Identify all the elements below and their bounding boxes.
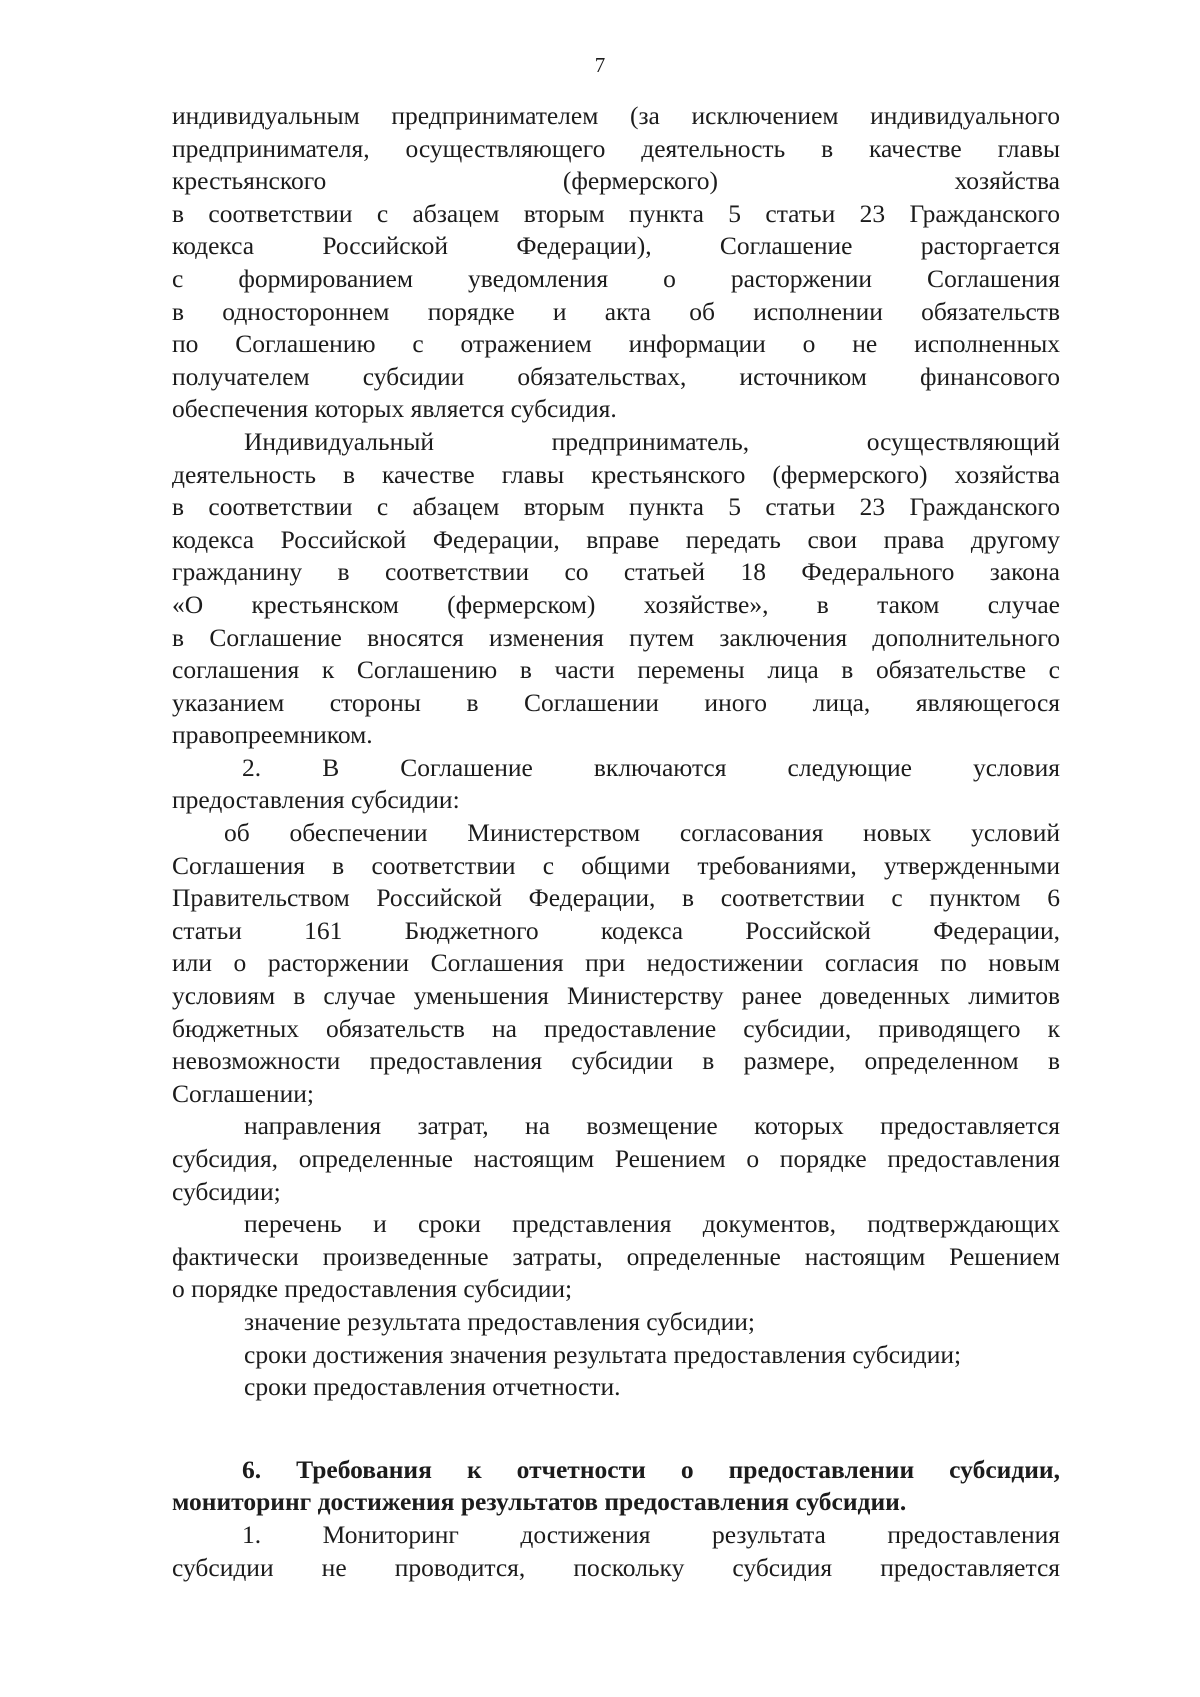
text-line: или о расторжении Соглашения при недостижении согласия по новым — [172, 948, 1060, 978]
paragraph-10 — [172, 1519, 1060, 1584]
text-line: Индивидуальный предприниматель, осуществляющий — [244, 426, 1060, 456]
text-line: соглашения к Соглашению в части перемены лица в обязательстве с — [172, 655, 1060, 685]
text-line: бюджетных обязательств на предоставление субсидии, приводящего к — [172, 1013, 1060, 1043]
paragraph-8 — [172, 1339, 1060, 1372]
paragraph-7 — [172, 1306, 1060, 1339]
paragraph-5 — [172, 1110, 1060, 1208]
text-line: субсидии; — [172, 1176, 281, 1206]
text-line: Правительством Российской Федерации, в соответствии с пунктом 6 — [172, 883, 1060, 913]
text-line: Соглашении; — [172, 1078, 314, 1108]
paragraph-6 — [172, 1208, 1060, 1306]
text-line: в Соглашение вносятся изменения путем заключения дополнительного — [172, 622, 1060, 652]
text-line: в одностороннем порядке и акта об исполнении обязательств — [172, 296, 1060, 326]
section-heading — [172, 1454, 1060, 1519]
text-line: по Соглашению с отражением информации о не исполненных — [172, 329, 1060, 359]
text-line: предоставления субсидии: — [172, 785, 460, 815]
text-line: крестьянского (фермерского) хозяйства — [172, 166, 1060, 196]
text-line: перечень и сроки представления документов, подтверждающих — [244, 1209, 1060, 1239]
paragraph-1 — [172, 100, 1060, 426]
text-line: субсидии не проводится, поскольку субсидия предоставляется — [172, 1552, 1060, 1582]
text-line: гражданину в соответствии со статьей 18 Федерального закона — [172, 557, 1060, 587]
heading-line: мониторинг достижения результатов предоставления субсидии. — [172, 1487, 907, 1517]
text-line: указанием стороны в Соглашении иного лица, являющегося — [172, 687, 1060, 717]
text-line: сроки достижения значения результата предоставления субсидии; — [244, 1339, 962, 1369]
paragraph-2 — [172, 426, 1060, 752]
text-line: сроки предоставления отчетности. — [244, 1372, 621, 1402]
text-line: 1. Мониторинг достижения результата предоставления — [242, 1519, 1060, 1549]
text-line: кодекса Российской Федерации), Соглашение расторгается — [172, 231, 1060, 261]
text-line: об обеспечении Министерством согласования новых условий — [224, 818, 1060, 848]
text-line: правопреемником. — [172, 720, 373, 750]
heading-line: 6. Требования к отчетности о предоставлении субсидии, — [242, 1454, 1060, 1484]
text-line: 2. В Соглашение включаются следующие условия — [242, 752, 1060, 782]
page-number: 7 — [594, 53, 606, 77]
text-line: обеспечения которых является субсидия. — [172, 394, 617, 424]
text-line: в соответствии с абзацем вторым пункта 5 статьи 23 Гражданского — [172, 492, 1060, 522]
text-line: условиям в случае уменьшения Министерству ранее доведенных лимитов — [172, 981, 1060, 1011]
text-line: статьи 161 Бюджетного кодекса Российской Федерации, — [172, 915, 1060, 945]
text-line: кодекса Российской Федерации, вправе передать свои права другому — [172, 524, 1060, 554]
paragraph-4 — [172, 817, 1060, 1110]
section-gap — [172, 1404, 1060, 1454]
text-line: получателем субсидии обязательствах, источником финансового — [172, 361, 1060, 391]
text-line: с формированием уведомления о расторжении Соглашения — [172, 263, 1060, 293]
text-line: фактически произведенные затраты, определенные настоящим Решением — [172, 1241, 1060, 1271]
text-line: о порядке предоставления субсидии; — [172, 1274, 573, 1304]
text-line: предпринимателя, осуществляющего деятельность в качестве главы — [172, 133, 1060, 163]
text-line: невозможности предоставления субсидии в размере, определенном в — [172, 1046, 1060, 1076]
text-line: «О крестьянском (фермерском) хозяйстве», в таком случае — [172, 589, 1060, 619]
text-line: субсидия, определенные настоящим Решением о порядке предоставления — [172, 1144, 1060, 1173]
text-line: в соответствии с абзацем вторым пункта 5 статьи 23 Гражданского — [172, 198, 1060, 228]
text-line: Соглашения в соответствии с общими требованиями, утвержденными — [172, 850, 1060, 880]
text-line: индивидуальным предпринимателем (за исключением индивидуального — [172, 101, 1060, 130]
text-line: значение результата предоставления субсидии; — [244, 1306, 755, 1336]
paragraph-3 — [172, 752, 1060, 817]
text-line: направления затрат, на возмещение которых предоставляется — [244, 1111, 1060, 1141]
text-line: деятельность в качестве главы крестьянского (фермерского) хозяйства — [172, 459, 1060, 489]
paragraph-9 — [172, 1371, 1060, 1404]
document-body — [172, 100, 1060, 1584]
